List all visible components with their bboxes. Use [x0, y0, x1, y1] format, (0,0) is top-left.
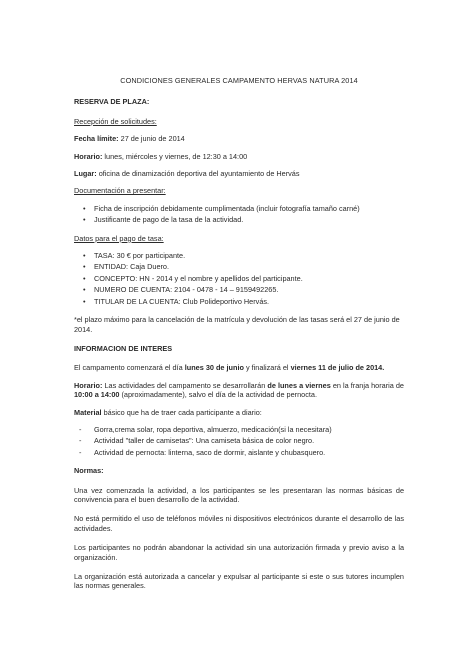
list-item: • NUMERO DE CUENTA: 2104 - 0478 - 14 – 9159492265.	[94, 285, 404, 294]
material-list	[74, 425, 404, 457]
fecha-label: Fecha límite:	[74, 134, 119, 144]
norma-paragraph: No está permitido el uso de teléfonos móviles ni dispositivos electrónicos durante el desarrollo de las actividades.	[74, 514, 404, 533]
campamento-dates	[74, 363, 404, 372]
list-item: • TASA: 30 € por participante.	[94, 251, 404, 260]
material-line	[74, 408, 404, 417]
list-item: - Actividad de pernocta: linterna, saco de dormir, aislante y chubasquero.	[94, 448, 404, 457]
datos-list	[74, 251, 404, 306]
documentacion-heading: Documentación a presentar:	[74, 186, 166, 196]
lugar-label: Lugar:	[74, 169, 97, 179]
reserva-heading: RESERVA DE PLAZA:	[74, 97, 150, 107]
document-title: CONDICIONES GENERALES CAMPAMENTO HERVAS NATURA 2014	[120, 76, 358, 85]
list-item: - Actividad "taller de camisetas": Una camiseta básica de color negro.	[94, 436, 404, 445]
text-run: básico que ha de traer cada participante a diario:	[101, 407, 262, 417]
recepcion-heading: Recepción de solicitudes:	[74, 116, 157, 126]
list-item: • CONCEPTO: HN - 2014 y el nombre y apellidos del participante.	[94, 274, 404, 283]
norma-paragraph: Una vez comenzada la actividad, a los participantes se les presentaran las normas básicas de convivencia para el buen desarrollo de la actividad.	[74, 485, 404, 504]
normas-heading: Normas:	[74, 466, 104, 476]
datos-heading: Datos para el pago de tasa:	[74, 233, 164, 243]
text-run: El campamento comenzará el día	[74, 363, 185, 373]
norma-paragraph: La organización está autorizada a cancelar y expulsar al participante si este o sus tutores incumplen las normas generales.	[74, 572, 404, 591]
info-heading: INFORMACION DE INTERES	[74, 343, 173, 353]
lugar-line	[74, 169, 404, 178]
horario-line	[74, 152, 404, 161]
list-item: • Justificante de pago de la tasa de la actividad.	[94, 215, 404, 224]
text-run: en la franja horaria de	[330, 380, 404, 390]
text-run: y finalizará el	[243, 363, 291, 373]
info-horario-label: Horario:	[74, 380, 103, 390]
text-run: Las actividades del campamento se desarrollarán	[102, 380, 268, 390]
norma-paragraph: Los participantes no podrán abandonar la actividad sin una autorización firmada y previo aviso a la organización.	[74, 543, 404, 562]
days-range: de lunes a viernes	[267, 380, 331, 390]
material-label: Material	[74, 407, 102, 417]
list-item: • Ficha de inscripción debidamente cumplimentada (incluir fotografía tamaño carné)	[94, 204, 404, 213]
info-horario	[74, 381, 404, 400]
fecha-line	[74, 134, 404, 143]
horario-value: lunes, miércoles y viernes, de 12:30 a 14:00	[102, 151, 248, 161]
text-run: (aproximadamente), salvo el día de la actividad de pernocta.	[119, 390, 317, 400]
end-date: viernes 11 de julio de 2014.	[290, 363, 385, 373]
time-range: 10:00 a 14:00	[74, 390, 120, 400]
list-item: - Gorra,crema solar, ropa deportiva, almuerzo, medicación(si la necesitara)	[94, 425, 404, 434]
start-date: lunes 30 de junio	[184, 363, 244, 373]
horario-label: Horario:	[74, 151, 103, 161]
lugar-value: oficina de dinamización deportiva del ayuntamiento de Hervás	[96, 169, 300, 179]
list-item: • TITULAR DE LA CUENTA: Club Polideportivo Hervás.	[94, 297, 404, 306]
list-item: • ENTIDAD: Caja Duero.	[94, 262, 404, 271]
cancelacion-note: *el plazo máximo para la cancelación de la matrícula y devolución de las tasas será el 27 de junio de 2014.	[74, 315, 400, 334]
documentacion-list	[74, 204, 404, 225]
fecha-value: 27 de junio de 2014	[118, 134, 185, 144]
